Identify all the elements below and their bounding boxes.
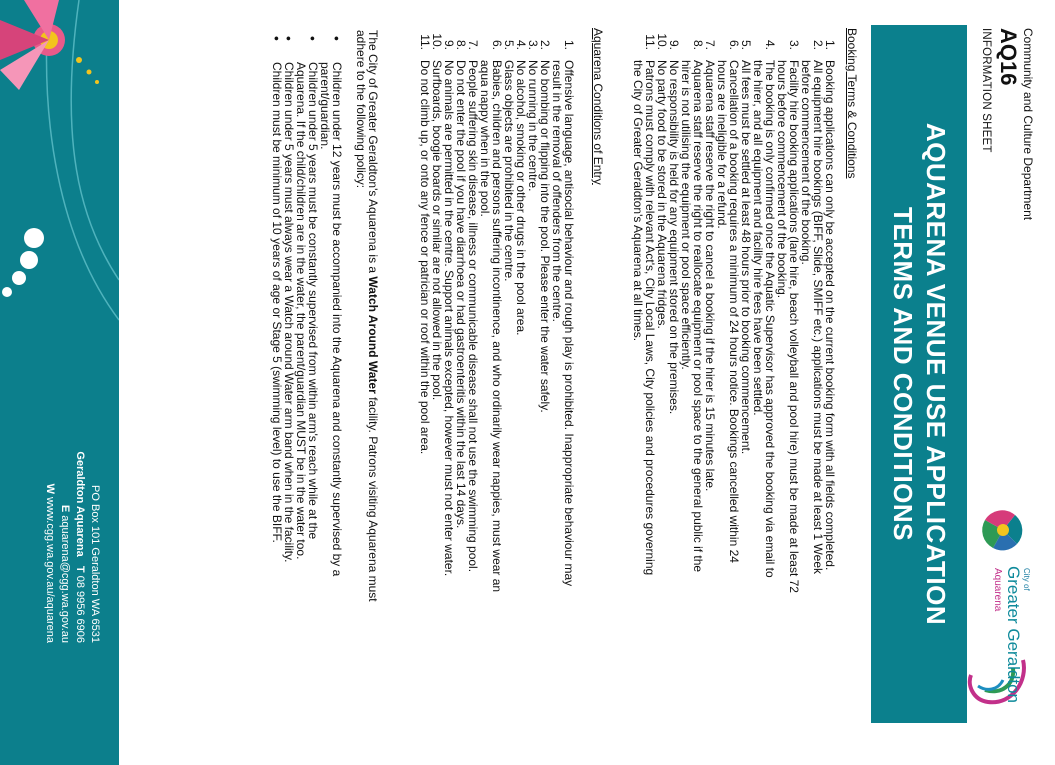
item-text-line: The booking is only confirmed once the Aquatic Supervisor has approved the booking via email to <box>763 60 777 578</box>
item-number: 9. <box>667 39 681 50</box>
item-text-line: Do not climb up, or onto any fence or patrician or roof within the pool area. <box>418 60 432 455</box>
item-text-line: Children under 5 years must always wear a Watch around Water arm band when in the facility. <box>282 62 296 563</box>
item-number: 11. <box>643 34 657 50</box>
policy-item <box>319 30 343 760</box>
item-number: 8. <box>454 39 468 50</box>
list-item <box>776 28 800 758</box>
list-item <box>539 28 551 758</box>
item-number: 7. <box>703 39 717 50</box>
item-text-line: Do not enter the pool if you have diarrhoea or had gastroenteritis within the last 14 days. <box>454 60 468 529</box>
policy-item <box>295 30 319 760</box>
item-text-line: hirer is not utilising the equipment or pool space efficiently. <box>679 60 693 370</box>
item-number: 6. <box>490 39 504 50</box>
logo-name: Greater Geraldton <box>1004 566 1023 704</box>
list-item <box>443 28 455 758</box>
item-text-line: Booking applications can only be accepted on the current booking form with all fields completed. <box>823 60 837 571</box>
item-text-line: Babies, children and persons suffering incontinence, and who ordinarily wear nappies, must wear an <box>490 60 504 593</box>
item-text-line: No animals are permitted in the centre. Support animals excepted, however must not enter water. <box>442 60 456 577</box>
item-text-line: Aquarena. If the child/children are in the water, the parent/guardian MUST be in the water too. <box>294 62 308 560</box>
item-number: 1. <box>823 39 837 50</box>
item-text-line: People suffering skin disease, illness or communicable disease shall not use the swimming pool. <box>466 60 480 573</box>
contact-po-box: PO Box 101 Geraldton WA 6531 <box>89 485 101 643</box>
item-number: 4. <box>763 39 777 50</box>
item-text-line: No bombing or flipping into the pool. Please enter the water safely. <box>538 60 552 413</box>
list-item <box>431 28 443 758</box>
item-number: 11. <box>418 34 432 50</box>
list-item <box>455 28 467 758</box>
item-text-line: No party food to be stored in the Aquarena fridges. <box>655 60 669 329</box>
item-number: 10. <box>655 33 669 50</box>
list-item <box>551 28 575 758</box>
contact-name-phone: Geraldton Aquarena T 08 9956 6906 <box>74 451 86 643</box>
item-text-line: Children under 5 years must be constantly supervised from within arm's reach while at the <box>306 62 320 540</box>
bullet-icon: • <box>269 36 285 41</box>
list-item <box>800 28 824 758</box>
item-text-line: No alcohol, smoking or other drugs in the pool area. <box>514 60 528 336</box>
document-code: AQ16 <box>996 28 1021 86</box>
item-number: 5. <box>739 39 753 50</box>
item-text-line: hours are ineligible for a refund. <box>715 60 729 229</box>
contact-email: E aquarena@cgg.wa.gov.au <box>59 504 71 643</box>
item-text-line: Patrons must comply with relevant Act's, City Local Laws, City policies and procedures governing <box>643 60 657 576</box>
item-text-line: Cancellation of a booking requires a minimum of 24 hours notice. Bookings cancelled within 24 <box>727 60 741 563</box>
entry-conditions-list <box>419 28 575 758</box>
entry-heading: Aquarena Conditions of Entry <box>591 28 605 185</box>
watch-around-water-bold: Watch Around Water <box>366 276 380 394</box>
list-item <box>824 28 836 758</box>
bullet-icon: • <box>329 36 345 41</box>
info-sheet-label: INFORMATION SHEET <box>980 28 992 153</box>
item-text-line: All fees must be settled at least 48 hours prior to booking commencement. <box>739 60 753 455</box>
item-number: 9. <box>442 39 456 50</box>
item-text-line: Facility hire booking applications (lane hire, beach volleyball and pool hire) must be made at least 72 <box>787 60 801 593</box>
item-number: 5. <box>502 39 516 50</box>
item-text-line: the City of Greater Geraldton's Aquarena at all times. <box>631 60 645 342</box>
item-text-line: Children must be minimum of 10 years of age or Stage 5 (swimming level) to use the BIFF. <box>270 62 284 543</box>
item-number: 6. <box>727 39 741 50</box>
list-item <box>503 28 515 758</box>
item-text-line: aqua nappy when in the pool. <box>478 60 492 217</box>
watch-around-water-paragraph: The City of Greater Geraldton's Aquarena is a Watch Around Water facility. Patrons visiting Aquarena must adhere to the following policy: <box>354 30 380 602</box>
list-item <box>527 28 539 758</box>
item-number: 2. <box>811 39 825 50</box>
policy-list <box>271 30 343 760</box>
item-number: 10. <box>430 33 444 50</box>
item-number: 8. <box>691 39 705 50</box>
item-text-line: No running in the centre. <box>526 60 540 192</box>
list-item <box>740 28 752 758</box>
item-number: 3. <box>787 39 801 50</box>
logo-city-label: City of <box>1022 568 1031 591</box>
bullet-icon: • <box>281 36 297 41</box>
contact-website: W www.cgg.wa.gov.au/aquarena <box>44 483 56 643</box>
list-item <box>632 28 656 758</box>
decorative-flower-graphic <box>0 0 119 765</box>
list-item <box>419 28 431 758</box>
item-text-line: Aquarena staff reserve the right to reallocate equipment or pool space to the general public if the <box>691 60 705 573</box>
item-text-line: parent/guardian. <box>318 62 332 150</box>
list-item <box>704 28 716 758</box>
list-item <box>680 28 704 758</box>
bullet-icon: • <box>305 36 321 41</box>
booking-heading: Booking Terms & Conditions <box>845 28 859 179</box>
policy-item <box>271 30 283 760</box>
list-item <box>752 28 776 758</box>
item-number: 4. <box>514 39 528 50</box>
item-text-line: Glass objects are prohibited in the centre. <box>502 60 516 282</box>
item-text-line: Offensive language, antisocial behaviour and rough play is prohibited. Inappropriate behaviour may <box>562 60 576 587</box>
booking-terms-list <box>632 28 836 758</box>
footer-band <box>0 0 119 765</box>
policy-item <box>283 30 295 760</box>
title-line-1: AQUARENA VENUE USE APPLICATION <box>921 122 951 626</box>
list-item <box>668 28 680 758</box>
list-item <box>515 28 527 758</box>
logo-sub: Aquarena <box>992 568 1003 612</box>
list-item <box>716 28 740 758</box>
item-text-line: All equipment hire bookings (BIFF, Slide, SMIFF etc.) applications must be made at least 1 Week <box>811 60 825 575</box>
title-banner <box>871 25 967 723</box>
item-text-line: Aquarena staff reserve the right to cancel a booking if the hirer is 15 minutes late. <box>703 60 717 492</box>
item-text-line: before commencement of the booking. <box>799 60 813 265</box>
list-item <box>479 28 503 758</box>
title-line-2: TERMS AND CONDITIONS <box>888 206 918 542</box>
item-text-line: Surfboards, boogie boards or similar are not allowed in the pool. <box>430 60 444 401</box>
item-text-line: the hirer, and all equipment and facility hire fees have been settled. <box>751 60 765 416</box>
item-text-line: Children under 12 years must be accompanied into the Aquarena and constantly supervised by a <box>330 62 344 577</box>
item-number: 2. <box>538 39 552 50</box>
item-text-line: No responsibility is held for any equipment stored on the premises. <box>667 60 681 415</box>
item-number: 3. <box>526 39 540 50</box>
item-number: 7. <box>466 39 480 50</box>
list-item <box>656 28 668 758</box>
list-item <box>467 28 479 758</box>
item-text-line: result in the removal of offenders from the centre. <box>550 60 564 322</box>
item-number: 1. <box>562 39 576 50</box>
department-name: Community and Culture Department <box>1021 28 1035 221</box>
item-text-line: hours before commencement of the booking. <box>775 60 789 299</box>
